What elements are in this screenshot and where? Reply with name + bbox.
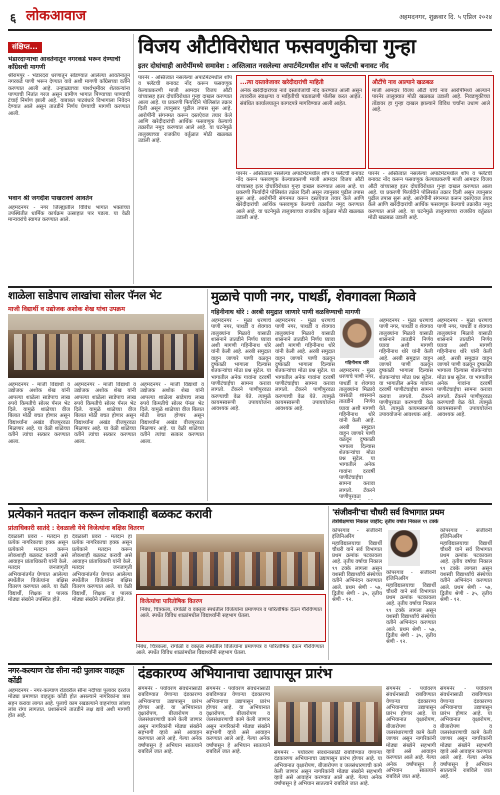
sanjivani-body-cont2: कोपरगाव - संजीवनी इंजिनिअरिंग महाविद्यालयाचा विद्यार्थी चौधरी याने सर्व विभागात प्रथम क्रमांक पटकावला आहे. तृतीय वर्षाचा निकाल ९९ टक्के लागला असून यशस्वी विद्यार्थ्यांचे संस्थेच्या वतीने अभिनंदन करण्यात आले. प्रथम श्रेणी - ५७, द्वितीय श्रेणी - ३५, तृतीय श्रेणी - १२. bbox=[440, 528, 492, 604]
solar-body-cont1: अहमदनगर - माजी विद्यार्थी व उद्योजक अशोक शेख यांनी आपल्या शाळेला साडेपाच लाख रुपये किमतीचे सोलर पॅनल भेट दिले. यामुळे शाळेच्या वीज बिलात मोठी बचत होणार असून विद्यार्थ्यांना अखंड वीजपुरवठा मिळणार आहे. या वेळी शाळेच्या वतीने त्यांचा सत्कार करण्यात आला. bbox=[74, 382, 136, 445]
dandakaranya-body-cont4: संगमनेर - पर्यावरण संवर्धनासाठी राबविण्यात येणाऱ्या दंडकारण्य अभियानाचा उद्यापासून प्रारंभ होणार आहे. या अभियानात वृक्षारोपण, बीजारोपण व जलसंधारणाची कामे केली जाणार असून नागरिकांनी मोठ्या संख्येने सहभागी व्हावे असे आवाहन करण्यात आले आहे. गेल्या अनेक वर्षांपासून हे अभियान सातत्याने राबविले जात आहे. bbox=[440, 686, 492, 781]
date-line: अहमदनगर, शुक्रवार दि. ५ एप्रिल २०२४ bbox=[399, 13, 492, 21]
sanjivani-body-cont1: कोपरगाव - संजीवनी इंजिनिअरिंग महाविद्यालयाचा विद्यार्थी चौधरी याने सर्व विभागात प्रथम क्रमांक पटकावला आहे. तृतीय वर्षाचा निकाल ९९ टक्के लागला असून यशस्वी विद्यार्थ्यांचे संस्थेच्या वतीने अभिनंदन करण्यात आले. प्रथम श्रेणी - ५७, द्वितीय श्रेणी - ३५, तृतीय श्रेणी - १२. bbox=[386, 570, 436, 646]
water-portrait-caption: गहिनीनाथ थोरे bbox=[345, 361, 369, 366]
solar-body-cont2: अहमदनगर - माजी विद्यार्थी व उद्योजक अशोक शेख यांनी आपल्या शाळेला साडेपाच लाख रुपये किमतीचे सोलर पॅनल भेट दिले. यामुळे शाळेच्या वीज बिलात मोठी बचत होणार असून विद्यार्थ्यांना अखंड वीजपुरवठा मिळणार आहे. या वेळी शाळेच्या वतीने त्यांचा सत्कार करण्यात आला. bbox=[140, 382, 204, 445]
water-headline: मुळाचे पाणी नगर, पाथर्डी, शेवगावला मिळावे bbox=[211, 290, 416, 305]
voting-body-cont2: निबंध, चित्रकला, रांगोळी व वक्तृत्व स्पर्धेतील विजेत्यांना प्रमाणपत्र व पारितोषिक देऊन गौरविण्यात आले. स्पर्धेत विविध शाळांमधील विद्यार्थ्यांनी सहभाग घेतला. bbox=[136, 644, 324, 657]
lead-box1-body: अनेक खरेदीदारांच्या नावे दस्तावेजांची नोंद करण्यात आली असून त्यावरील स्वाक्षऱ्या व माहितीची पडताळणी पोलीस करत आहेत. संबंधित कार्यालयातून कागदपत्रे मागविण्यात आली आहेत. bbox=[240, 88, 362, 107]
dandakaranya-body-cont2: संगमनेर - पर्यावरण संवर्धनासाठी राबविण्यात येणाऱ्या दंडकारण्य अभियानाचा उद्यापासून प्रारंभ होणार आहे. या अभियानात वृक्षारोपण, बीजारोपण व जलसंधारणाची कामे केली जाणार असून नागरिकांनी मोठ्या संख्येने सहभागी व्हावे असे आवाहन करण्यात आले आहे. गेल्या अनेक वर्षांपासून हे अभियान सातत्याने राबविले जात आहे. bbox=[274, 750, 382, 788]
column-divider-4 bbox=[133, 666, 134, 792]
voting-box bbox=[136, 594, 326, 642]
sanjivani-subhead: तंत्रशिक्षणचा निकाल जाहीर; तृतीय वर्षात निकाल ९९ टक्के bbox=[332, 519, 439, 525]
water-portrait bbox=[340, 318, 374, 358]
brand-logo: लोकआवाज bbox=[26, 8, 86, 24]
voting-box-body: निबंध, चित्रकला, रांगोळी व वक्तृत्व स्पर्धेतील विजेत्यांना प्रमाणपत्र व पारितोषिक देऊन गौरविण्यात आले. स्पर्धेत विविध शाळांमधील विद्यार्थ्यांनी सहभाग घेतला. bbox=[140, 607, 322, 620]
lead-headline: विजय औटीविरोधात फसवणुकीचा गुन्हा bbox=[138, 34, 416, 58]
column-divider-3 bbox=[328, 506, 329, 660]
voting-body-cont1: देवळाली प्रवरा - मतदान हा प्रत्येक नागरिकाचा हक्क असून प्रत्येकाने मतदान करून लोकशाही बळकट करावी असे आवाहन प्रांताधिकारी यांनी केले. मतदार जनजागृती अभियानांतर्गत घेण्यात आलेल्या स्पर्धेतील विजेत्यांना बक्षिस वितरण करण्यात आले. या वेळी विद्यार्थी, शिक्षक व पालक मोठ्या संख्येने उपस्थित होते. bbox=[72, 534, 132, 603]
dandakaranya-body-cont3: संगमनेर - पर्यावरण संवर्धनासाठी राबविण्यात येणाऱ्या दंडकारण्य अभियानाचा उद्यापासून प्रारंभ होणार आहे. या अभियानात वृक्षारोपण, बीजारोपण व जलसंधारणाची कामे केली जाणार असून नागरिकांनी मोठ्या संख्येने सहभागी व्हावे असे आवाहन करण्यात आले आहे. गेल्या अनेक वर्षांपासून हे अभियान सातत्याने राबविले जात आहे. bbox=[386, 686, 436, 781]
column-divider bbox=[133, 34, 134, 284]
water-body-cont2: अहमदनगर - मुळा धरणाचे पाणी नगर, पाथर्डी व शेवगाव तालुक्यांना मिळावे यासाठी शासनाने तातडीने निर्णय घ्यावा अशी मागणी गहिनीनाथ थोरे यांनी केली आहे. अरबी समुद्रात वाहून जाणारे पाणी वळवून दुष्काळी भागाला दिल्यास शेतकऱ्यांचा मोठा प्रश्न सुटेल. या भागातील अनेक गावांना दरवर्षी पाणीटंचाईचा सामना करावा लागतो. टँकरने पाणीपुरवठा bbox=[339, 368, 375, 500]
solar-photo bbox=[8, 314, 204, 378]
water-body: अहमदनगर - मुळा धरणाचे पाणी नगर, पाथर्डी व शेवगाव तालुक्यांना मिळावे यासाठी शासनाने तातडीने निर्णय घ्यावा अशी मागणी गहिनीनाथ थोरे यांनी केली आहे. अरबी समुद्रात वाहून जाणारे पाणी वळवून दुष्काळी भागाला दिल्यास शेतकऱ्यांचा मोठा प्रश्न सुटेल. या भागातील अनेक गावांना दरवर्षी पाणीटंचाईचा सामना करावा लागतो. टँकरने पाणीपुरवठा करण्याची वेळ येते. त्यामुळे कायमस्वरूपी उपाययोजना आवश्यक आहे. bbox=[211, 318, 271, 413]
brief-item2-body: अहमदनगर - नगर जिल्ह्यातील विविध भागात भक्तांच्या उपस्थितीत धार्मिक कार्यक्रम उत्साहात पार पडला. या वेळी मान्यवरांचे स्वागत करण्यात आले. bbox=[8, 204, 130, 224]
water-subhead: गहिनीनाथ थोरे : अरबी समुद्रात जाणारे पाणी वळविण्याची मागणी bbox=[211, 309, 361, 316]
dandakaranya-headline: दंडकारण्य अभियानाचा उद्यापासून प्रारंभ bbox=[138, 666, 332, 682]
brief-column bbox=[8, 34, 130, 284]
lead-box2-body: माजी आमदार विजय औटी यांचे नाव आरोपींमध्ये आल्याने पारनेर तालुक्यात मोठी खळबळ उडाली आहे. निवडणुकीच्या तोंडावर हा गुन्हा दाखल झाल्याने विविध चर्चांना उधाण आले आहे. bbox=[372, 88, 490, 113]
voting-photo bbox=[136, 534, 324, 590]
road-body: अहमदनगर - नगर-कल्याण रोडवरील सीना नदीच्या पुलावर दररोज मोठ्या प्रमाणात वाहतूक कोंडी होत असल्याने नागरिकांना त्रास सहन करावा लागत आहे. पुलाचे काम रखडल्याने वाहनांच्या लांबच लांब रांगा लागतात. प्रशासनाने तातडीने लक्ष द्यावे अशी मागणी होत आहे. bbox=[8, 688, 130, 720]
voting-subhead: प्रांताधिकारी सातंदे : देवळाली येथे विजेत्यांना बक्षिस वितरण bbox=[8, 525, 145, 532]
brief-tag: संक्षिप्त... bbox=[8, 42, 42, 53]
lead-subhead: इतर दोघांचाही आरोपींमध्ये समावेश : अस्तित्वात नसलेल्या अपार्टमेंटमधील शॉप व फ्लॅटची बनावट नोंद bbox=[138, 62, 389, 70]
masthead-rule bbox=[8, 29, 492, 31]
voting-headline: प्रत्येकाने मतदान करून लोकशाही बळकट करावी bbox=[8, 507, 212, 521]
section-rule-1 bbox=[8, 286, 492, 288]
lead-box2-title: औटींचे नाव आल्याने खळबळ bbox=[372, 80, 434, 86]
sanjivani-body: कोपरगाव - संजीवनी इंजिनिअरिंग महाविद्यालयाचा विद्यार्थी चौधरी याने सर्व विभागात प्रथम क्रमांक पटकावला आहे. तृतीय वर्षाचा निकाल ९९ टक्के लागला असून यशस्वी विद्यार्थ्यांचे संस्थेच्या वतीने अभिनंदन करण्यात आले. प्रथम श्रेणी - ५७, द्वितीय श्रेणी - ३५, तृतीय श्रेणी - १२. bbox=[332, 528, 382, 604]
solar-headline: शाळेला साडेपाच लाखांचा सोलर पॅनल भेट bbox=[8, 290, 162, 302]
page-number: ६ bbox=[10, 11, 17, 25]
water-body-cont4: अहमदनगर - मुळा धरणाचे पाणी नगर, पाथर्डी व शेवगाव तालुक्यांना मिळावे यासाठी शासनाने तातडीने निर्णय घ्यावा अशी मागणी गहिनीनाथ थोरे यांनी केली आहे. अरबी समुद्रात वाहून जाणारे पाणी वळवून दुष्काळी भागाला दिल्यास शेतकऱ्यांचा मोठा प्रश्न सुटेल. या भागातील अनेक गावांना दरवर्षी पाणीटंचाईचा सामना करावा लागतो. टँकरने पाणीपुरवठा करण्याची वेळ येते. त्यामुळे कायमस्वरूपी उपाययोजना आवश्यक आहे. bbox=[437, 318, 492, 419]
sanjivani-headline: 'संजीवनी'चा चौधरी सर्व विभागात प्रथम bbox=[332, 507, 444, 517]
lead-box2 bbox=[368, 75, 494, 169]
dandakaranya-photo bbox=[274, 686, 382, 746]
road-headline: नगर-कल्याण रोड सीना नदी पुलावर वाहतूक कोंडी bbox=[8, 666, 125, 685]
section-rule-2 bbox=[8, 503, 492, 505]
solar-subhead: माजी विद्यार्थी व उद्योजक अशोक शेख यांचा उपक्रम bbox=[8, 306, 126, 313]
lead-body-cont2: पारनेर - अस्तित्वात नसलेल्या अपार्टमेंटमधील शॉप व फ्लॅटची बनावट नोंद करून फसवणूक केल्याप्रकरणी माजी आमदार विजय औटी यांच्यासह इतर दोघांविरोधात गुन्हा दाखल करण्यात आला आहे. या प्रकरणी फिर्यादीने पोलिसांत तक्रार दिली असून त्यानुसार पुढील तपास सुरू आहे. आरोपींनी संगनमत करून दस्तऐवज तयार केले आणि खरेदीदारांची आर्थिक फसवणूक केल्याचे तक्रारीत नमूद करण्यात आले आहे. या घटनेमुळे तालुक्याच्या राजकीय वर्तुळात मोठी खळबळ उडाली आहे. bbox=[368, 171, 492, 222]
water-body-cont3: अहमदनगर - मुळा धरणाचे पाणी नगर, पाथर्डी व शेवगाव तालुक्यांना मिळावे यासाठी शासनाने तातडीने निर्णय घ्यावा अशी मागणी गहिनीनाथ थोरे यांनी केली आहे. अरबी समुद्रात वाहून जाणारे पाणी वळवून दुष्काळी भागाला दिल्यास शेतकऱ्यांचा मोठा प्रश्न सुटेल. या भागातील अनेक गावांना दरवर्षी पाणीटंचाईचा सामना करावा लागतो. टँकरने पाणीपुरवठा करण्याची वेळ येते. त्यामुळे कायमस्वरूपी उपाययोजना आवश्यक आहे. bbox=[379, 318, 433, 419]
solar-body: अहमदनगर - माजी विद्यार्थी व उद्योजक अशोक शेख यांनी आपल्या शाळेला साडेपाच लाख रुपये किमतीचे सोलर पॅनल भेट दिले. यामुळे शाळेच्या वीज बिलात मोठी बचत होणार असून विद्यार्थ्यांना अखंड वीजपुरवठा मिळणार आहे. या वेळी शाळेच्या वतीने त्यांचा सत्कार करण्यात आला. bbox=[8, 382, 70, 445]
column-divider-2 bbox=[207, 289, 208, 501]
lead-body: पारनेर - अस्तित्वात नसलेल्या अपार्टमेंटमधील शॉप व फ्लॅटची बनावट नोंद करून फसवणूक केल्याप्रकरणी माजी आमदार विजय औटी यांच्यासह इतर दोघांविरोधात गुन्हा दाखल करण्यात आला आहे. या प्रकरणी फिर्यादीने पोलिसांत तक्रार दिली असून त्यानुसार पुढील तपास सुरू आहे. आरोपींनी संगनमत करून दस्तऐवज तयार केले आणि खरेदीदारांची आर्थिक फसवणूक केल्याचे तक्रारीत नमूद करण्यात आले आहे. या घटनेमुळे तालुक्याच्या राजकीय वर्तुळात मोठी खळबळ उडाली आहे. bbox=[138, 75, 232, 144]
lead-body-cont1: पारनेर - अस्तित्वात नसलेल्या अपार्टमेंटमधील शॉप व फ्लॅटची बनावट नोंद करून फसवणूक केल्याप्रकरणी माजी आमदार विजय औटी यांच्यासह इतर दोघांविरोधात गुन्हा दाखल करण्यात आला आहे. या प्रकरणी फिर्यादीने पोलिसांत तक्रार दिली असून त्यानुसार पुढील तपास सुरू आहे. आरोपींनी संगनमत करून दस्तऐवज तयार केले आणि खरेदीदारांची आर्थिक फसवणूक केल्याचे तक्रारीत नमूद करण्यात आले आहे. या घटनेमुळे तालुक्याच्या राजकीय वर्तुळात मोठी खळबळ उडाली आहे. bbox=[236, 171, 364, 222]
lead-box1 bbox=[236, 75, 366, 169]
voting-body: देवळाली प्रवरा - मतदान हा प्रत्येक नागरिकाचा हक्क असून प्रत्येकाने मतदान करून लोकशाही बळकट करावी असे आवाहन प्रांताधिकारी यांनी केले. मतदार जनजागृती अभियानांतर्गत घेण्यात आलेल्या स्पर्धेतील विजेत्यांना बक्षिस वितरण करण्यात आले. या वेळी विद्यार्थी, शिक्षक व पालक मोठ्या संख्येने उपस्थित होते. bbox=[8, 534, 68, 603]
masthead bbox=[8, 3, 492, 29]
voting-box-title: विजेत्यांचा पारितोषिक वितरण bbox=[140, 599, 203, 605]
lead-rule bbox=[138, 71, 492, 72]
dandakaranya-body-cont1: संगमनेर - पर्यावरण संवर्धनासाठी राबविण्यात येणाऱ्या दंडकारण्य अभियानाचा उद्यापासून प्रारंभ होणार आहे. या अभियानात वृक्षारोपण, बीजारोपण व जलसंधारणाची कामे केली जाणार असून नागरिकांनी मोठ्या संख्येने सहभागी व्हावे असे आवाहन करण्यात आले आहे. गेल्या अनेक वर्षांपासून हे अभियान सातत्याने राबविले जात आहे. bbox=[206, 686, 270, 755]
brief-item1-title: भंडारदाऱ्याचा आवर्तनातून नगरकडे भरून देण्याची काँग्रेसची मागणी bbox=[8, 56, 121, 71]
sanjivani-portrait bbox=[388, 530, 420, 566]
brief-item2-title: भवान श्री जगदीश पाखरावचे आवर्तन bbox=[8, 195, 93, 202]
dandakaranya-body: संगमनेर - पर्यावरण संवर्धनासाठी राबविण्यात येणाऱ्या दंडकारण्य अभियानाचा उद्यापासून प्रारंभ होणार आहे. या अभियानात वृक्षारोपण, बीजारोपण व जलसंधारणाची कामे केली जाणार असून नागरिकांनी मोठ्या संख्येने सहभागी व्हावे असे आवाहन करण्यात आले आहे. गेल्या अनेक वर्षांपासून हे अभियान सातत्याने राबविले जात आहे. bbox=[138, 686, 202, 755]
brief-item1-body: श्रीरामपूर - भंडारदरा धरणातून सोडण्यात आलेल्या आवर्तनातून नगरकडे पाणी भरून देण्यात यावे अशी मागणी काँग्रेसच्या वतीने करण्यात आली आहे. उन्हाळ्याच्या पार्श्वभूमीवर शेतकऱ्यांना पाण्याची नितांत गरज असून ग्रामीण भागात पिण्याच्या पाण्याची टंचाई निर्माण झाली आहे. याबाबत पाटबंधारे विभागाला निवेदन देण्यात आले असून तातडीने निर्णय घेण्याची मागणी करण्यात आली. bbox=[8, 73, 130, 117]
water-body-cont1: अहमदनगर - मुळा धरणाचे पाणी नगर, पाथर्डी व शेवगाव तालुक्यांना मिळावे यासाठी शासनाने तातडीने निर्णय घ्यावा अशी मागणी गहिनीनाथ थोरे यांनी केली आहे. अरबी समुद्रात वाहून जाणारे पाणी वळवून दुष्काळी भागाला दिल्यास शेतकऱ्यांचा मोठा प्रश्न सुटेल. या भागातील अनेक गावांना दरवर्षी पाणीटंचाईचा सामना करावा लागतो. टँकरने पाणीपुरवठा करण्याची वेळ येते. त्यामुळे कायमस्वरूपी उपाययोजना आवश्यक आहे. bbox=[275, 318, 335, 413]
lead-box1-title: ...त्या दस्तावेजावर खरेदीदारांची माहिती bbox=[240, 80, 324, 86]
